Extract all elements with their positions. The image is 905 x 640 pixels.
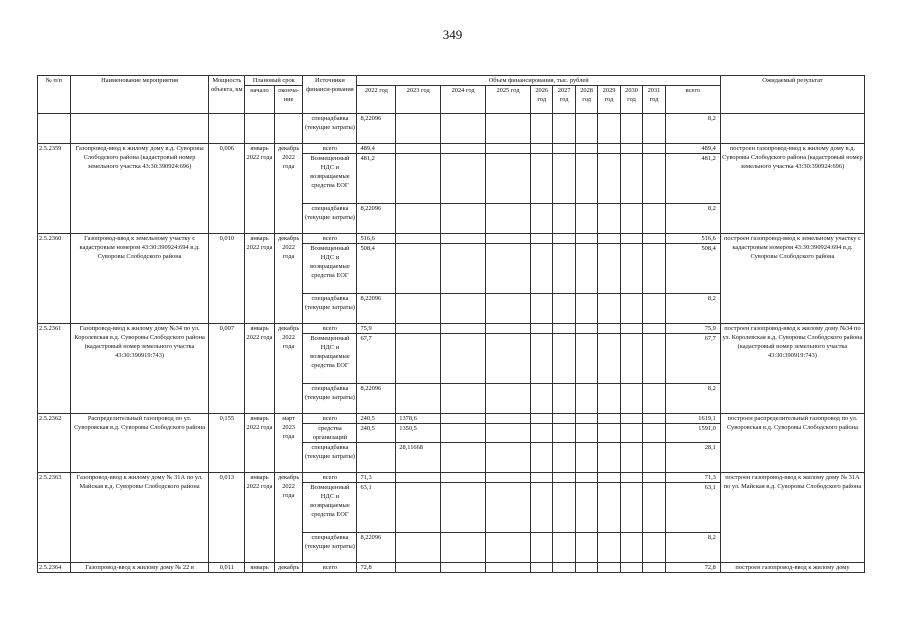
year-2022-cell: 481,2 [357,154,396,204]
empty-year-cell [575,334,597,384]
empty-year-cell [575,294,597,324]
item-capacity: 0,013 [209,473,245,563]
item-result: построен газопровод-ввод к жилому дому №34 по ул. Королевская в.д. Суворовы Слободского района (кадастровый номер земельного участка 43:30:390919:743) [720,324,864,414]
year-2023-cell [396,244,441,294]
source-cell: всего [303,144,357,154]
empty-year-cell [441,114,486,144]
item-end: декабрь [274,563,303,573]
year-header: 2029 год [598,86,620,114]
year-2023-cell: 28,11668 [396,443,441,473]
year-total-header: всего [665,86,720,114]
source-cell: Возмещенный НДС и возвращаемые средства ЕОГ [303,334,357,384]
empty-year-cell [530,114,552,144]
table-row [38,414,865,424]
empty-year-cell [620,244,642,294]
year-2022-cell: 508,4 [357,244,396,294]
empty-year-cell [643,144,665,154]
financing-table [37,75,865,573]
empty-year-cell [575,414,597,424]
item-end: декабрь 2022 года [274,324,303,414]
year-2023-cell [396,204,441,234]
empty-year-cell [553,234,575,244]
empty-year-cell [486,324,531,334]
total-cell: 1619,1 [665,414,720,424]
item-number: 2.5.2361 [38,324,71,414]
empty-year-cell [530,414,552,424]
empty-year-cell [553,204,575,234]
empty-year-cell [441,424,486,443]
empty-year-cell [620,114,642,144]
empty-year-cell [441,443,486,473]
empty-year-cell [486,294,531,324]
empty-year-cell [486,204,531,234]
empty-year-cell [575,424,597,443]
source-cell: спецнадбавка (текущие затраты) [303,384,357,414]
total-cell: 8,2 [665,204,720,234]
empty-year-cell [620,563,642,573]
item-end: декабрь 2022 года [274,473,303,563]
year-2023-cell [396,384,441,414]
empty-year-cell [575,144,597,154]
empty-year-cell [530,473,552,483]
year-2023-cell [396,483,441,533]
empty-year-cell [441,414,486,424]
year-2022-cell [357,443,396,473]
empty-year-cell [530,324,552,334]
empty-year-cell [553,424,575,443]
table-row [38,563,865,573]
empty-year-cell [643,563,665,573]
empty-year-cell [530,533,552,563]
empty-year-cell [530,234,552,244]
empty-year-cell [598,424,620,443]
total-cell: 8,2 [665,384,720,414]
empty-year-cell [486,334,531,384]
source-cell: Возмещенный НДС и возвращаемые средства ЕОГ [303,244,357,294]
empty-year-cell [575,204,597,234]
item-start: январь 2022 года [245,144,275,234]
item-start: январь 2022 года [245,473,275,563]
year-2022-cell: 63,1 [357,483,396,533]
empty-year-cell [530,334,552,384]
year-2023-cell: 1378,6 [396,414,441,424]
total-cell: 67,7 [665,334,720,384]
col-capacity-header: Мощность объекта, км [209,76,245,114]
empty-year-cell [486,144,531,154]
empty-year-cell [575,114,597,144]
empty-year-cell [486,234,531,244]
empty-year-cell [575,563,597,573]
col-result-header: Ожидаемый результат [720,76,864,114]
table-row [38,324,865,334]
year-header: 2023 год [396,86,441,114]
year-header: 2024 год [441,86,486,114]
col-num-header: № п/п [38,76,71,114]
empty-year-cell [441,144,486,154]
total-cell: 489,4 [665,144,720,154]
item-capacity: 0,155 [209,414,245,473]
empty-year-cell [620,473,642,483]
empty-year-cell [486,424,531,443]
empty-cell [70,114,209,144]
empty-year-cell [441,473,486,483]
empty-year-cell [553,443,575,473]
empty-year-cell [486,483,531,533]
item-result: построен газопровод-ввод к жилому дому в.д. Суворовы Слободского района (кадастровый номер земельного участка 43:30:390924:696) [720,144,864,234]
year-header: 2027 год [553,86,575,114]
item-result: построен распределительный газопровод по ул. Суворовская в.д. Суворовы Слободского района [720,414,864,473]
empty-year-cell [486,114,531,144]
empty-year-cell [598,154,620,204]
empty-year-cell [643,154,665,204]
item-end: декабрь 2022 года [274,234,303,324]
item-start: январь 2022 года [245,234,275,324]
source-cell: Возмещенный НДС и возвращаемые средства ЕОГ [303,483,357,533]
empty-year-cell [643,244,665,294]
col-name-header: Наименование мероприятия [70,76,209,114]
empty-year-cell [575,154,597,204]
col-start-header: начало [245,86,275,114]
empty-year-cell [553,563,575,573]
year-2022-cell: 8,22096 [357,204,396,234]
empty-year-cell [598,294,620,324]
empty-year-cell [486,533,531,563]
empty-year-cell [598,244,620,294]
empty-year-cell [575,533,597,563]
year-2022-cell: 71,3 [357,473,396,483]
table-row [38,473,865,483]
empty-year-cell [598,443,620,473]
item-number: 2.5.2363 [38,473,71,563]
empty-year-cell [530,244,552,294]
empty-year-cell [530,204,552,234]
empty-year-cell [598,144,620,154]
empty-year-cell [486,473,531,483]
empty-year-cell [598,483,620,533]
item-number: 2.5.2359 [38,144,71,234]
empty-year-cell [553,483,575,533]
source-cell: спецнадбавка (текущие затраты) [303,294,357,324]
empty-year-cell [486,443,531,473]
empty-cell [274,114,303,144]
item-name: Газопровод-ввод к земельному участку с кадастровым номером 43:30:390924:694 в.д. Суворовы Слободского района [70,234,209,324]
col-period-header: Плановый срок [245,76,303,86]
item-number: 2.5.2362 [38,414,71,473]
empty-year-cell [530,384,552,414]
year-2022-cell: 75,9 [357,324,396,334]
year-2023-cell [396,473,441,483]
total-cell: 72,8 [665,563,720,573]
item-start: январь 2022 года [245,414,275,473]
total-cell: 1591,0 [665,424,720,443]
empty-year-cell [553,154,575,204]
page-number: 349 [442,27,463,42]
total-cell: 8,2 [665,114,720,144]
source-cell: средства организаций [303,424,357,443]
source-cell: всего [303,234,357,244]
empty-cell [38,114,71,144]
source-cell: всего [303,414,357,424]
empty-year-cell [530,154,552,204]
empty-year-cell [441,324,486,334]
total-cell: 8,2 [665,533,720,563]
empty-year-cell [598,204,620,234]
total-cell: 8,2 [665,294,720,324]
item-result: построен газопровод-ввод к жилому дому № 31А по ул. Майская в.д. Суворовы Слободского района [720,473,864,563]
empty-year-cell [643,324,665,334]
item-start: январь [245,563,275,573]
empty-year-cell [486,414,531,424]
col-end-header: оконча-ние [274,86,303,114]
col-volume-header: Объем финансирования, тыс. рублей [357,76,720,86]
empty-year-cell [441,533,486,563]
empty-year-cell [598,414,620,424]
year-2023-cell [396,533,441,563]
empty-year-cell [598,384,620,414]
empty-year-cell [643,483,665,533]
year-2023-cell [396,294,441,324]
empty-year-cell [643,114,665,144]
empty-year-cell [553,384,575,414]
empty-year-cell [441,204,486,234]
source-cell: всего [303,563,357,573]
empty-year-cell [575,473,597,483]
empty-year-cell [575,234,597,244]
year-2022-cell: 8,22096 [357,114,396,144]
empty-year-cell [598,234,620,244]
item-capacity: 0,010 [209,234,245,324]
year-2022-cell: 8,22096 [357,384,396,414]
empty-year-cell [553,244,575,294]
empty-year-cell [553,533,575,563]
item-number: 2.5.2360 [38,234,71,324]
total-cell: 508,4 [665,244,720,294]
empty-year-cell [598,563,620,573]
year-header: 2031 год [643,86,665,114]
empty-cell [209,114,245,144]
empty-year-cell [441,244,486,294]
empty-year-cell [553,324,575,334]
year-header: 2028 год [575,86,597,114]
item-end: март 2023 года [274,414,303,473]
total-cell: 481,2 [665,154,720,204]
empty-year-cell [441,384,486,414]
col-source-header: Источники финанси-рования [303,76,357,114]
empty-year-cell [620,324,642,334]
item-capacity: 0,011 [209,563,245,573]
year-2022-cell: 516,6 [357,234,396,244]
empty-year-cell [598,324,620,334]
empty-year-cell [530,483,552,533]
total-cell: 71,3 [665,473,720,483]
empty-year-cell [486,154,531,204]
item-name: Газопровод-ввод к жилому дому №34 по ул. Королевская в.д. Суворовы Слободского района (кадастровый номер земельного участка 43:30:390919:743) [70,324,209,414]
item-capacity: 0,007 [209,324,245,414]
item-capacity: 0,006 [209,144,245,234]
item-start: январь 2022 года [245,324,275,414]
empty-year-cell [620,234,642,244]
empty-year-cell [575,244,597,294]
item-result: построен газопровод-ввод к земельному участку с кадастровым номером 43:30:390924:694 в.д. Суворовы Слободского района [720,234,864,324]
empty-year-cell [620,334,642,384]
year-2023-cell [396,144,441,154]
total-cell: 63,1 [665,483,720,533]
empty-year-cell [553,334,575,384]
item-result: построен газопровод-ввод к жилому дому [720,563,864,573]
source-cell: всего [303,473,357,483]
item-name: Газопровод-ввод к жилому дому в.д. Суворовы Слободского района (кадастровый номер земельного участка 43:30:390924:696) [70,144,209,234]
item-name: Газопровод-ввод к жилому дому № 31А по ул. Майская в.д. Суворовы Слободского района [70,473,209,563]
year-2023-cell [396,563,441,573]
empty-year-cell [598,114,620,144]
empty-year-cell [620,424,642,443]
empty-year-cell [598,473,620,483]
empty-year-cell [643,414,665,424]
empty-year-cell [643,334,665,384]
empty-year-cell [553,294,575,324]
empty-year-cell [441,154,486,204]
source-cell: спецнадбавка (текущие затраты) [303,443,357,473]
year-2022-cell: 240,5 [357,414,396,424]
empty-year-cell [486,563,531,573]
empty-year-cell [441,234,486,244]
empty-year-cell [530,443,552,473]
empty-year-cell [620,483,642,533]
empty-year-cell [553,114,575,144]
empty-year-cell [441,294,486,324]
empty-cell [245,114,275,144]
year-2022-cell: 489,4 [357,144,396,154]
total-cell: 516,6 [665,234,720,244]
empty-year-cell [643,294,665,324]
empty-year-cell [643,234,665,244]
source-cell: всего [303,324,357,334]
empty-year-cell [486,384,531,414]
empty-year-cell [441,483,486,533]
empty-year-cell [530,294,552,324]
empty-year-cell [553,473,575,483]
empty-year-cell [575,384,597,414]
table-row [38,144,865,154]
table-row [38,234,865,244]
year-header: 2025 год [486,86,531,114]
year-2022-cell: 8,22096 [357,533,396,563]
empty-year-cell [575,443,597,473]
year-2022-cell: 8,22096 [357,294,396,324]
item-end: декабрь 2022 года [274,144,303,234]
year-2023-cell [396,234,441,244]
source-cell: спецнадбавка (текущие затраты) [303,533,357,563]
total-cell: 75,9 [665,324,720,334]
carry-row [38,114,865,144]
empty-year-cell [620,204,642,234]
empty-year-cell [553,144,575,154]
empty-year-cell [486,244,531,294]
empty-cell [720,114,864,144]
year-2023-cell [396,324,441,334]
empty-year-cell [620,144,642,154]
source-cell: спецнадбавка (текущие затраты) [303,204,357,234]
source-cell: спецнадбавка (текущие затраты) [303,114,357,144]
total-cell: 28,1 [665,443,720,473]
empty-year-cell [575,483,597,533]
item-name: Распределительный газопровод по ул. Суворовская в.д. Суворовы Слободского района [70,414,209,473]
year-header: 2022 год [357,86,396,114]
empty-year-cell [620,443,642,473]
empty-year-cell [620,154,642,204]
empty-year-cell [530,563,552,573]
item-number: 2.5.2364 [38,563,71,573]
year-2023-cell [396,154,441,204]
year-2022-cell: 67,7 [357,334,396,384]
year-2023-cell [396,334,441,384]
year-header: 2026 год [530,86,552,114]
year-header: 2030 год [620,86,642,114]
empty-year-cell [575,324,597,334]
empty-year-cell [441,563,486,573]
empty-year-cell [643,473,665,483]
empty-year-cell [643,533,665,563]
empty-year-cell [620,294,642,324]
item-name: Газопровод-ввод к жилому дому № 22 в [70,563,209,573]
empty-year-cell [643,443,665,473]
empty-year-cell [530,144,552,154]
empty-year-cell [530,424,552,443]
year-2023-cell: 1350,5 [396,424,441,443]
empty-year-cell [598,334,620,384]
empty-year-cell [441,334,486,384]
empty-year-cell [643,384,665,414]
year-2022-cell: 72,8 [357,563,396,573]
empty-year-cell [553,414,575,424]
empty-year-cell [643,424,665,443]
empty-year-cell [643,204,665,234]
empty-year-cell [620,384,642,414]
empty-year-cell [620,533,642,563]
source-cell: Возмещенный НДС и возвращаемые средства ЕОГ [303,154,357,204]
empty-year-cell [620,414,642,424]
empty-year-cell [598,533,620,563]
year-2022-cell: 240,5 [357,424,396,443]
empty-year-cell [396,114,441,144]
